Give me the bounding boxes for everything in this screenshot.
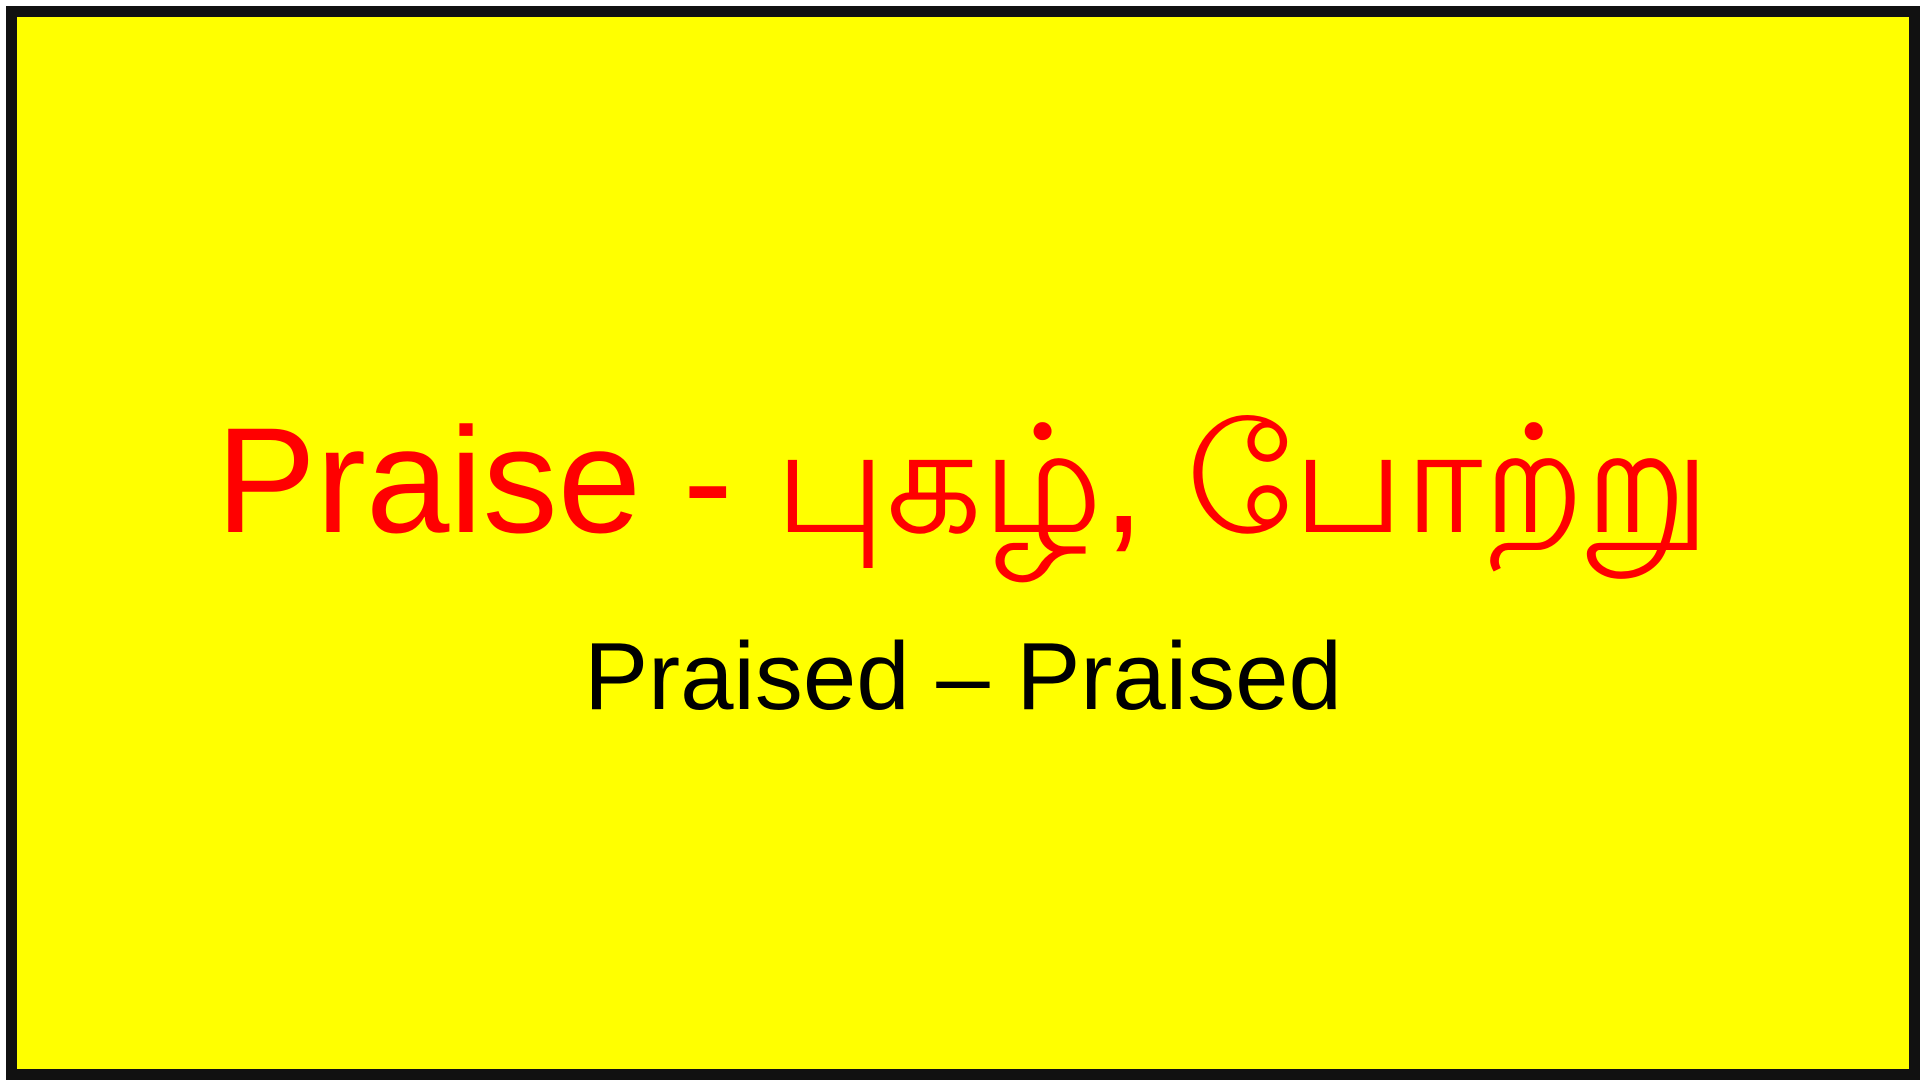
word-card xyxy=(6,6,1920,1080)
subline-text: Praised – Praised xyxy=(584,623,1342,730)
headline-text: Praise - புகழ், போற்று xyxy=(215,396,1711,564)
